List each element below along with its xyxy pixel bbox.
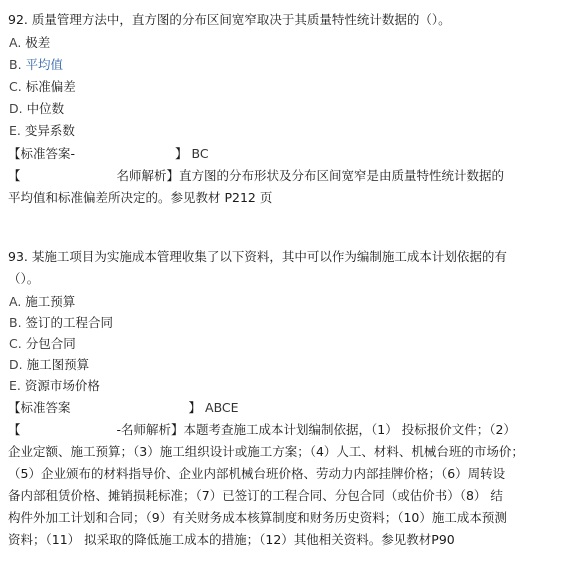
q93-answer: 【标准答案 】 ABCE (8, 400, 239, 415)
q92-stem-text: 92. 质量管理方法中，直方图的分布区间宽窄取决于其质量特性统计数据的（）。 (8, 12, 451, 27)
q92-stem (8, 10, 451, 30)
q93-analysis-line-6: 资料；（11） 拟采取的降低施工成本的措施；（12）其他相关资料。参见教材P90 (8, 532, 455, 547)
q92-option-c: C. 标准偏差 (9, 79, 76, 94)
q93-analysis-line-2: 企业定额、施工预算；（3）施工组织设计或施工方案；（4）人工、材料、机械台班的市场价； (8, 444, 524, 459)
q93-option-a: A. 施工预算 (9, 294, 76, 309)
q93-option-b: B. 签订的工程合同 (9, 315, 114, 330)
q92-analysis-line-2: 平均值和标准偏差所决定的。参见教材 P212 页 (8, 190, 273, 205)
q93-analysis-line-5: 构件外加工计划和合同；（9）有关财务成本核算制度和财务历史资料；（10）施工成本预测 (8, 510, 507, 525)
q93-analysis-line-1: 【 -名师解析】本题考查施工成本计划编制依据，（1） 投标报价文件；（2） (8, 422, 516, 437)
q93-analysis-line-4: 备内部租赁价格、摊销损耗标准；（7）已签订的工程合同、分包合同（或估价书）（8） 结 (8, 488, 503, 503)
q92-option-e: E. 变异系数 (9, 123, 75, 138)
q93-answer-value: ABCE (205, 400, 239, 415)
q93-stem-line-2: （）。 (8, 271, 40, 286)
q92-option-a: A. 极差 (9, 35, 51, 50)
q93-option-d: D. 施工图预算 (9, 357, 90, 372)
q93-option-c: C. 分包合同 (9, 336, 76, 351)
q93-stem-line-1: 93. 某施工项目为实施成本管理收集了以下资料，其中可以作为编制施工成本计划依据的有 (8, 249, 507, 264)
q92-option-b: B. 平均值 (9, 57, 64, 72)
q92-option-d: D. 中位数 (9, 101, 65, 116)
q92-answer: 【标准答案- 】 BC (8, 146, 209, 161)
q93-analysis-line-3: （5）企业颁布的材料指导价、企业内部机械台班价格、劳动力内部挂牌价格；（6）周转设 (8, 466, 506, 481)
q93-option-e: E. 资源市场价格 (9, 378, 100, 393)
q92-answer-value: BC (191, 146, 209, 161)
q92-analysis-line-1: 【 名师解析】直方图的分布形状及分布区间宽窄是由质量特性统计数据的 (8, 168, 505, 183)
